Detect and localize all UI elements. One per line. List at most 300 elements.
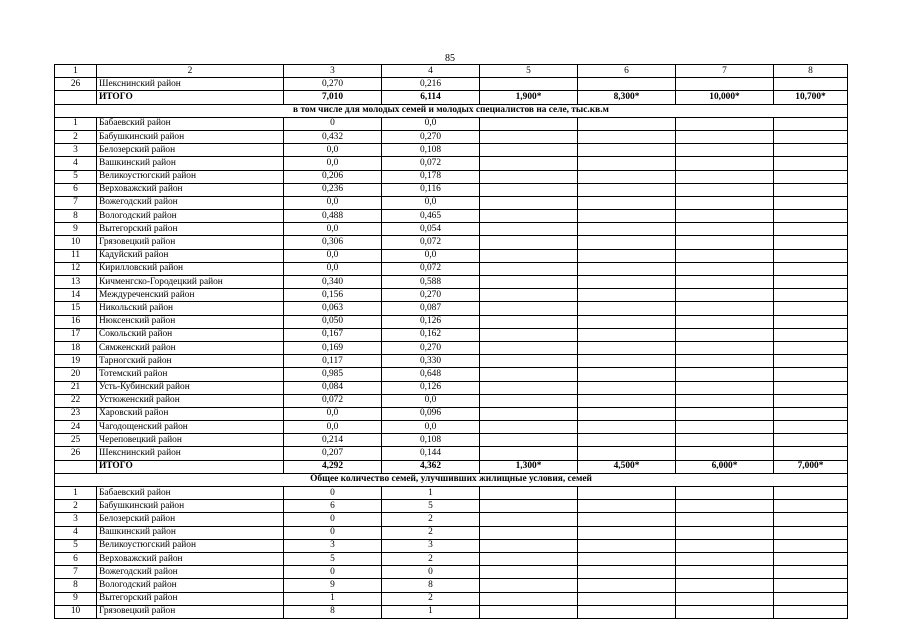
empty-cell [578, 407, 676, 420]
empty-cell [578, 368, 676, 381]
row-number-cell: 10 [55, 236, 97, 249]
district-name-cell: Междуреченский район [97, 289, 284, 302]
empty-cell [676, 183, 774, 196]
table-row [55, 592, 848, 605]
row-number-cell: 14 [55, 289, 97, 302]
row-number-cell: 26 [55, 78, 97, 91]
empty-cell [676, 289, 774, 302]
value-cell: 0,270 [382, 130, 480, 143]
empty-cell [774, 368, 848, 381]
empty-cell [578, 421, 676, 434]
empty-cell [774, 210, 848, 223]
district-name-cell: Грязовецкий район [97, 605, 284, 618]
total-value-cell: 4,362 [382, 460, 480, 473]
district-name-cell: Великоустюгский район [97, 539, 284, 552]
empty-cell [676, 605, 774, 618]
value-cell: 0,072 [284, 394, 382, 407]
table-row [55, 236, 848, 249]
header-cell: 6 [578, 65, 676, 78]
district-name-cell: Верховажский район [97, 552, 284, 565]
empty-cell [676, 170, 774, 183]
empty-cell [774, 592, 848, 605]
empty-cell [480, 605, 578, 618]
empty-cell [480, 394, 578, 407]
empty-cell [578, 341, 676, 354]
section-title: в том числе для молодых семей и молодых специалистов на селе, тыс.кв.м [55, 104, 848, 117]
value-cell: 8 [284, 605, 382, 618]
value-cell: 0,0 [284, 249, 382, 262]
total-value-cell: 10,700* [774, 91, 848, 104]
value-cell: 9 [284, 579, 382, 592]
empty-cell [578, 78, 676, 91]
empty-cell [578, 170, 676, 183]
value-cell: 5 [382, 500, 480, 513]
value-cell: 6 [284, 500, 382, 513]
value-cell: 3 [284, 539, 382, 552]
row-number-cell: 5 [55, 170, 97, 183]
empty-cell [774, 566, 848, 579]
row-number-cell: 5 [55, 539, 97, 552]
empty-cell [480, 183, 578, 196]
value-cell: 0,270 [382, 341, 480, 354]
table-row [55, 144, 848, 157]
empty-cell [774, 526, 848, 539]
empty-cell [480, 130, 578, 143]
empty-cell [774, 289, 848, 302]
district-name-cell: Харовский район [97, 407, 284, 420]
table-row [55, 328, 848, 341]
table-row [55, 539, 848, 552]
district-name-cell: Никольский район [97, 302, 284, 315]
empty-cell [676, 394, 774, 407]
empty-cell [774, 302, 848, 315]
empty-cell [774, 434, 848, 447]
empty-cell [676, 341, 774, 354]
row-number-cell: 15 [55, 302, 97, 315]
empty-cell [774, 487, 848, 500]
empty-cell [480, 526, 578, 539]
value-cell: 0,330 [382, 355, 480, 368]
empty-cell [774, 500, 848, 513]
empty-cell [774, 552, 848, 565]
district-name-cell: Тотемский район [97, 368, 284, 381]
empty-cell [676, 526, 774, 539]
section-title: Общее количество семей, улучшивших жилищные условия, семей [55, 473, 848, 486]
empty-cell [676, 315, 774, 328]
value-cell: 0,0 [284, 157, 382, 170]
empty-cell [676, 210, 774, 223]
empty-cell [480, 434, 578, 447]
value-cell: 8 [382, 579, 480, 592]
district-name-cell: Вожегодский район [97, 196, 284, 209]
value-cell: 1 [382, 487, 480, 500]
empty-cell [774, 447, 848, 460]
value-cell: 0,072 [382, 236, 480, 249]
table-row [55, 394, 848, 407]
row-number-cell: 8 [55, 210, 97, 223]
district-name-cell: Череповецкий район [97, 434, 284, 447]
empty-cell [578, 289, 676, 302]
table-row [55, 447, 848, 460]
empty-cell [676, 407, 774, 420]
header-cell: 7 [676, 65, 774, 78]
row-number-cell: 2 [55, 130, 97, 143]
page-number: 85 [445, 53, 455, 64]
empty-cell [480, 144, 578, 157]
header-cell: 5 [480, 65, 578, 78]
empty-cell [578, 381, 676, 394]
value-cell: 0,216 [382, 78, 480, 91]
empty-cell [774, 117, 848, 130]
table-row [55, 407, 848, 420]
empty-cell [676, 302, 774, 315]
district-name-cell: Шекснинский район [97, 78, 284, 91]
value-cell: 3 [382, 539, 480, 552]
empty-cell [578, 394, 676, 407]
total-value-cell: 6,000* [676, 460, 774, 473]
row-number-cell: 11 [55, 249, 97, 262]
row-number-cell: 9 [55, 223, 97, 236]
value-cell: 1 [284, 592, 382, 605]
table-body [55, 65, 848, 619]
row-number-cell: 3 [55, 513, 97, 526]
empty-cell [480, 157, 578, 170]
value-cell: 2 [382, 526, 480, 539]
value-cell: 0,985 [284, 368, 382, 381]
empty-cell [676, 566, 774, 579]
district-name-cell: Сокольский район [97, 328, 284, 341]
value-cell: 0,270 [284, 78, 382, 91]
table-row [55, 421, 848, 434]
district-name-cell: Грязовецкий район [97, 236, 284, 249]
district-name-cell: Бабушкинский район [97, 500, 284, 513]
empty-cell [480, 579, 578, 592]
value-cell: 0 [284, 117, 382, 130]
table-row [55, 157, 848, 170]
value-cell: 0,178 [382, 170, 480, 183]
value-cell: 0,0 [284, 421, 382, 434]
empty-cell [676, 447, 774, 460]
table-row [55, 566, 848, 579]
empty-cell [578, 315, 676, 328]
empty-cell [578, 210, 676, 223]
value-cell: 0,116 [382, 183, 480, 196]
empty-cell [774, 276, 848, 289]
value-cell: 0,054 [382, 223, 480, 236]
district-name-cell: Усть-Кубинский район [97, 381, 284, 394]
value-cell: 0,588 [382, 276, 480, 289]
empty-cell [578, 157, 676, 170]
empty-cell [480, 289, 578, 302]
district-name-cell: Вологодский район [97, 579, 284, 592]
empty-cell [480, 500, 578, 513]
value-cell: 0,096 [382, 407, 480, 420]
row-number-cell: 12 [55, 262, 97, 275]
value-cell: 0,648 [382, 368, 480, 381]
district-name-cell: Вологодский район [97, 210, 284, 223]
table-row [55, 605, 848, 618]
value-cell: 2 [382, 513, 480, 526]
value-cell: 0,0 [284, 407, 382, 420]
district-name-cell: Вашкинский район [97, 526, 284, 539]
value-cell: 0,0 [382, 196, 480, 209]
row-number-cell: 16 [55, 315, 97, 328]
district-name-cell: Бабушкинский район [97, 130, 284, 143]
header-cell: 8 [774, 65, 848, 78]
row-number-cell: 25 [55, 434, 97, 447]
empty-cell [480, 262, 578, 275]
total-value-cell: 7,000* [774, 460, 848, 473]
empty-cell [578, 144, 676, 157]
value-cell: 0,0 [284, 223, 382, 236]
value-cell: 0,0 [284, 196, 382, 209]
row-number-cell: 10 [55, 605, 97, 618]
empty-cell [480, 447, 578, 460]
empty-cell [676, 276, 774, 289]
row-number-cell: 1 [55, 117, 97, 130]
empty-cell [774, 236, 848, 249]
value-cell: 0,0 [382, 117, 480, 130]
value-cell: 0,0 [284, 144, 382, 157]
empty-cell [578, 579, 676, 592]
empty-cell [676, 368, 774, 381]
empty-cell [774, 170, 848, 183]
table-row [55, 262, 848, 275]
empty-cell [676, 117, 774, 130]
value-cell: 0 [382, 566, 480, 579]
section-title-row [55, 104, 848, 117]
total-row [55, 91, 848, 104]
value-cell: 0,162 [382, 328, 480, 341]
value-cell: 0,126 [382, 381, 480, 394]
empty-cell [774, 539, 848, 552]
empty-cell [774, 144, 848, 157]
empty-cell [774, 579, 848, 592]
value-cell: 0,156 [284, 289, 382, 302]
table-row [55, 355, 848, 368]
value-cell: 0,050 [284, 315, 382, 328]
empty-cell [578, 513, 676, 526]
table-row [55, 276, 848, 289]
total-value-cell: 4,292 [284, 460, 382, 473]
empty-cell [578, 276, 676, 289]
empty-cell [676, 579, 774, 592]
empty-cell [774, 328, 848, 341]
empty-cell [578, 355, 676, 368]
table-row [55, 487, 848, 500]
header-row [55, 65, 848, 78]
value-cell: 0,084 [284, 381, 382, 394]
header-cell: 4 [382, 65, 480, 78]
total-value-cell: 1,900* [480, 91, 578, 104]
value-cell: 0,167 [284, 328, 382, 341]
value-cell: 0,270 [382, 289, 480, 302]
empty-cell [480, 421, 578, 434]
empty-cell [480, 566, 578, 579]
row-number-cell: 23 [55, 407, 97, 420]
table-row [55, 289, 848, 302]
empty-cell [480, 302, 578, 315]
value-cell: 0,144 [382, 447, 480, 460]
value-cell: 0,236 [284, 183, 382, 196]
row-number-cell: 4 [55, 157, 97, 170]
empty-cell [774, 513, 848, 526]
empty-cell [578, 434, 676, 447]
district-name-cell: Верховажский район [97, 183, 284, 196]
row-number-cell: 7 [55, 566, 97, 579]
district-name-cell: Кичменгско-Городецкий район [97, 276, 284, 289]
row-number-cell: 6 [55, 552, 97, 565]
value-cell: 0,206 [284, 170, 382, 183]
value-cell: 0,0 [284, 262, 382, 275]
value-cell: 0,214 [284, 434, 382, 447]
district-name-cell: Вытегорский район [97, 223, 284, 236]
district-name-cell: Сямженский район [97, 341, 284, 354]
table-row [55, 381, 848, 394]
value-cell: 0,087 [382, 302, 480, 315]
value-cell: 0,063 [284, 302, 382, 315]
table-row [55, 223, 848, 236]
table-row [55, 341, 848, 354]
empty-cell [480, 210, 578, 223]
empty-cell [480, 236, 578, 249]
empty-cell [676, 539, 774, 552]
total-value-cell: 8,300* [578, 91, 676, 104]
district-name-cell: Великоустюгский район [97, 170, 284, 183]
empty-cell [480, 368, 578, 381]
empty-cell [578, 552, 676, 565]
empty-cell [676, 262, 774, 275]
empty-cell [480, 355, 578, 368]
empty-cell [578, 117, 676, 130]
total-value-cell: 4,500* [578, 460, 676, 473]
empty-cell [676, 355, 774, 368]
district-name-cell: Вожегодский район [97, 566, 284, 579]
district-name-cell: Белозерский район [97, 144, 284, 157]
empty-cell [676, 236, 774, 249]
empty-cell [480, 513, 578, 526]
empty-cell [774, 130, 848, 143]
empty-cell [578, 539, 676, 552]
empty-cell [480, 170, 578, 183]
table-row [55, 368, 848, 381]
empty-cell [55, 460, 97, 473]
empty-cell [480, 276, 578, 289]
table-row [55, 210, 848, 223]
empty-cell [774, 315, 848, 328]
empty-cell [578, 526, 676, 539]
empty-cell [676, 144, 774, 157]
row-number-cell: 20 [55, 368, 97, 381]
total-value-cell: 10,000* [676, 91, 774, 104]
row-number-cell: 9 [55, 592, 97, 605]
table-row [55, 552, 848, 565]
district-name-cell: Устюженский район [97, 394, 284, 407]
empty-cell [676, 552, 774, 565]
empty-cell [480, 592, 578, 605]
empty-cell [480, 407, 578, 420]
empty-cell [480, 117, 578, 130]
table-row [55, 78, 848, 91]
row-number-cell: 4 [55, 526, 97, 539]
table-row [55, 513, 848, 526]
district-name-cell: Тарногский район [97, 355, 284, 368]
empty-cell [578, 196, 676, 209]
empty-cell [774, 355, 848, 368]
empty-cell [676, 500, 774, 513]
table-row [55, 170, 848, 183]
row-number-cell: 8 [55, 579, 97, 592]
value-cell: 0,108 [382, 144, 480, 157]
empty-cell [578, 487, 676, 500]
empty-cell [578, 223, 676, 236]
empty-cell [774, 223, 848, 236]
empty-cell [676, 381, 774, 394]
empty-cell [774, 183, 848, 196]
row-number-cell: 17 [55, 328, 97, 341]
value-cell: 5 [284, 552, 382, 565]
row-number-cell: 13 [55, 276, 97, 289]
empty-cell [774, 262, 848, 275]
district-name-cell: Вытегорский район [97, 592, 284, 605]
empty-cell [480, 552, 578, 565]
empty-cell [578, 592, 676, 605]
value-cell: 2 [382, 552, 480, 565]
data-table [54, 64, 848, 619]
value-cell: 0 [284, 513, 382, 526]
empty-cell [676, 130, 774, 143]
empty-cell [578, 302, 676, 315]
empty-cell [774, 78, 848, 91]
row-number-cell: 1 [55, 487, 97, 500]
empty-cell [578, 328, 676, 341]
value-cell: 0,465 [382, 210, 480, 223]
empty-cell [676, 223, 774, 236]
row-number-cell: 24 [55, 421, 97, 434]
row-number-cell: 3 [55, 144, 97, 157]
district-name-cell: Нюксенский район [97, 315, 284, 328]
total-value-cell: 6,114 [382, 91, 480, 104]
table-row [55, 130, 848, 143]
empty-cell [480, 249, 578, 262]
header-cell: 1 [55, 65, 97, 78]
empty-cell [480, 223, 578, 236]
table-row [55, 302, 848, 315]
empty-cell [578, 500, 676, 513]
empty-cell [676, 78, 774, 91]
total-label-cell: ИТОГО [97, 460, 284, 473]
row-number-cell: 6 [55, 183, 97, 196]
value-cell: 0,0 [382, 394, 480, 407]
empty-cell [676, 249, 774, 262]
empty-cell [480, 328, 578, 341]
table-row [55, 315, 848, 328]
value-cell: 0,072 [382, 157, 480, 170]
value-cell: 0 [284, 526, 382, 539]
empty-cell [578, 183, 676, 196]
table-row [55, 183, 848, 196]
value-cell: 0,0 [382, 249, 480, 262]
table-row [55, 117, 848, 130]
value-cell: 0,117 [284, 355, 382, 368]
value-cell: 0,108 [382, 434, 480, 447]
value-cell: 0,0 [382, 421, 480, 434]
row-number-cell: 22 [55, 394, 97, 407]
empty-cell [578, 236, 676, 249]
empty-cell [578, 249, 676, 262]
total-value-cell: 7,010 [284, 91, 382, 104]
value-cell: 1 [382, 605, 480, 618]
